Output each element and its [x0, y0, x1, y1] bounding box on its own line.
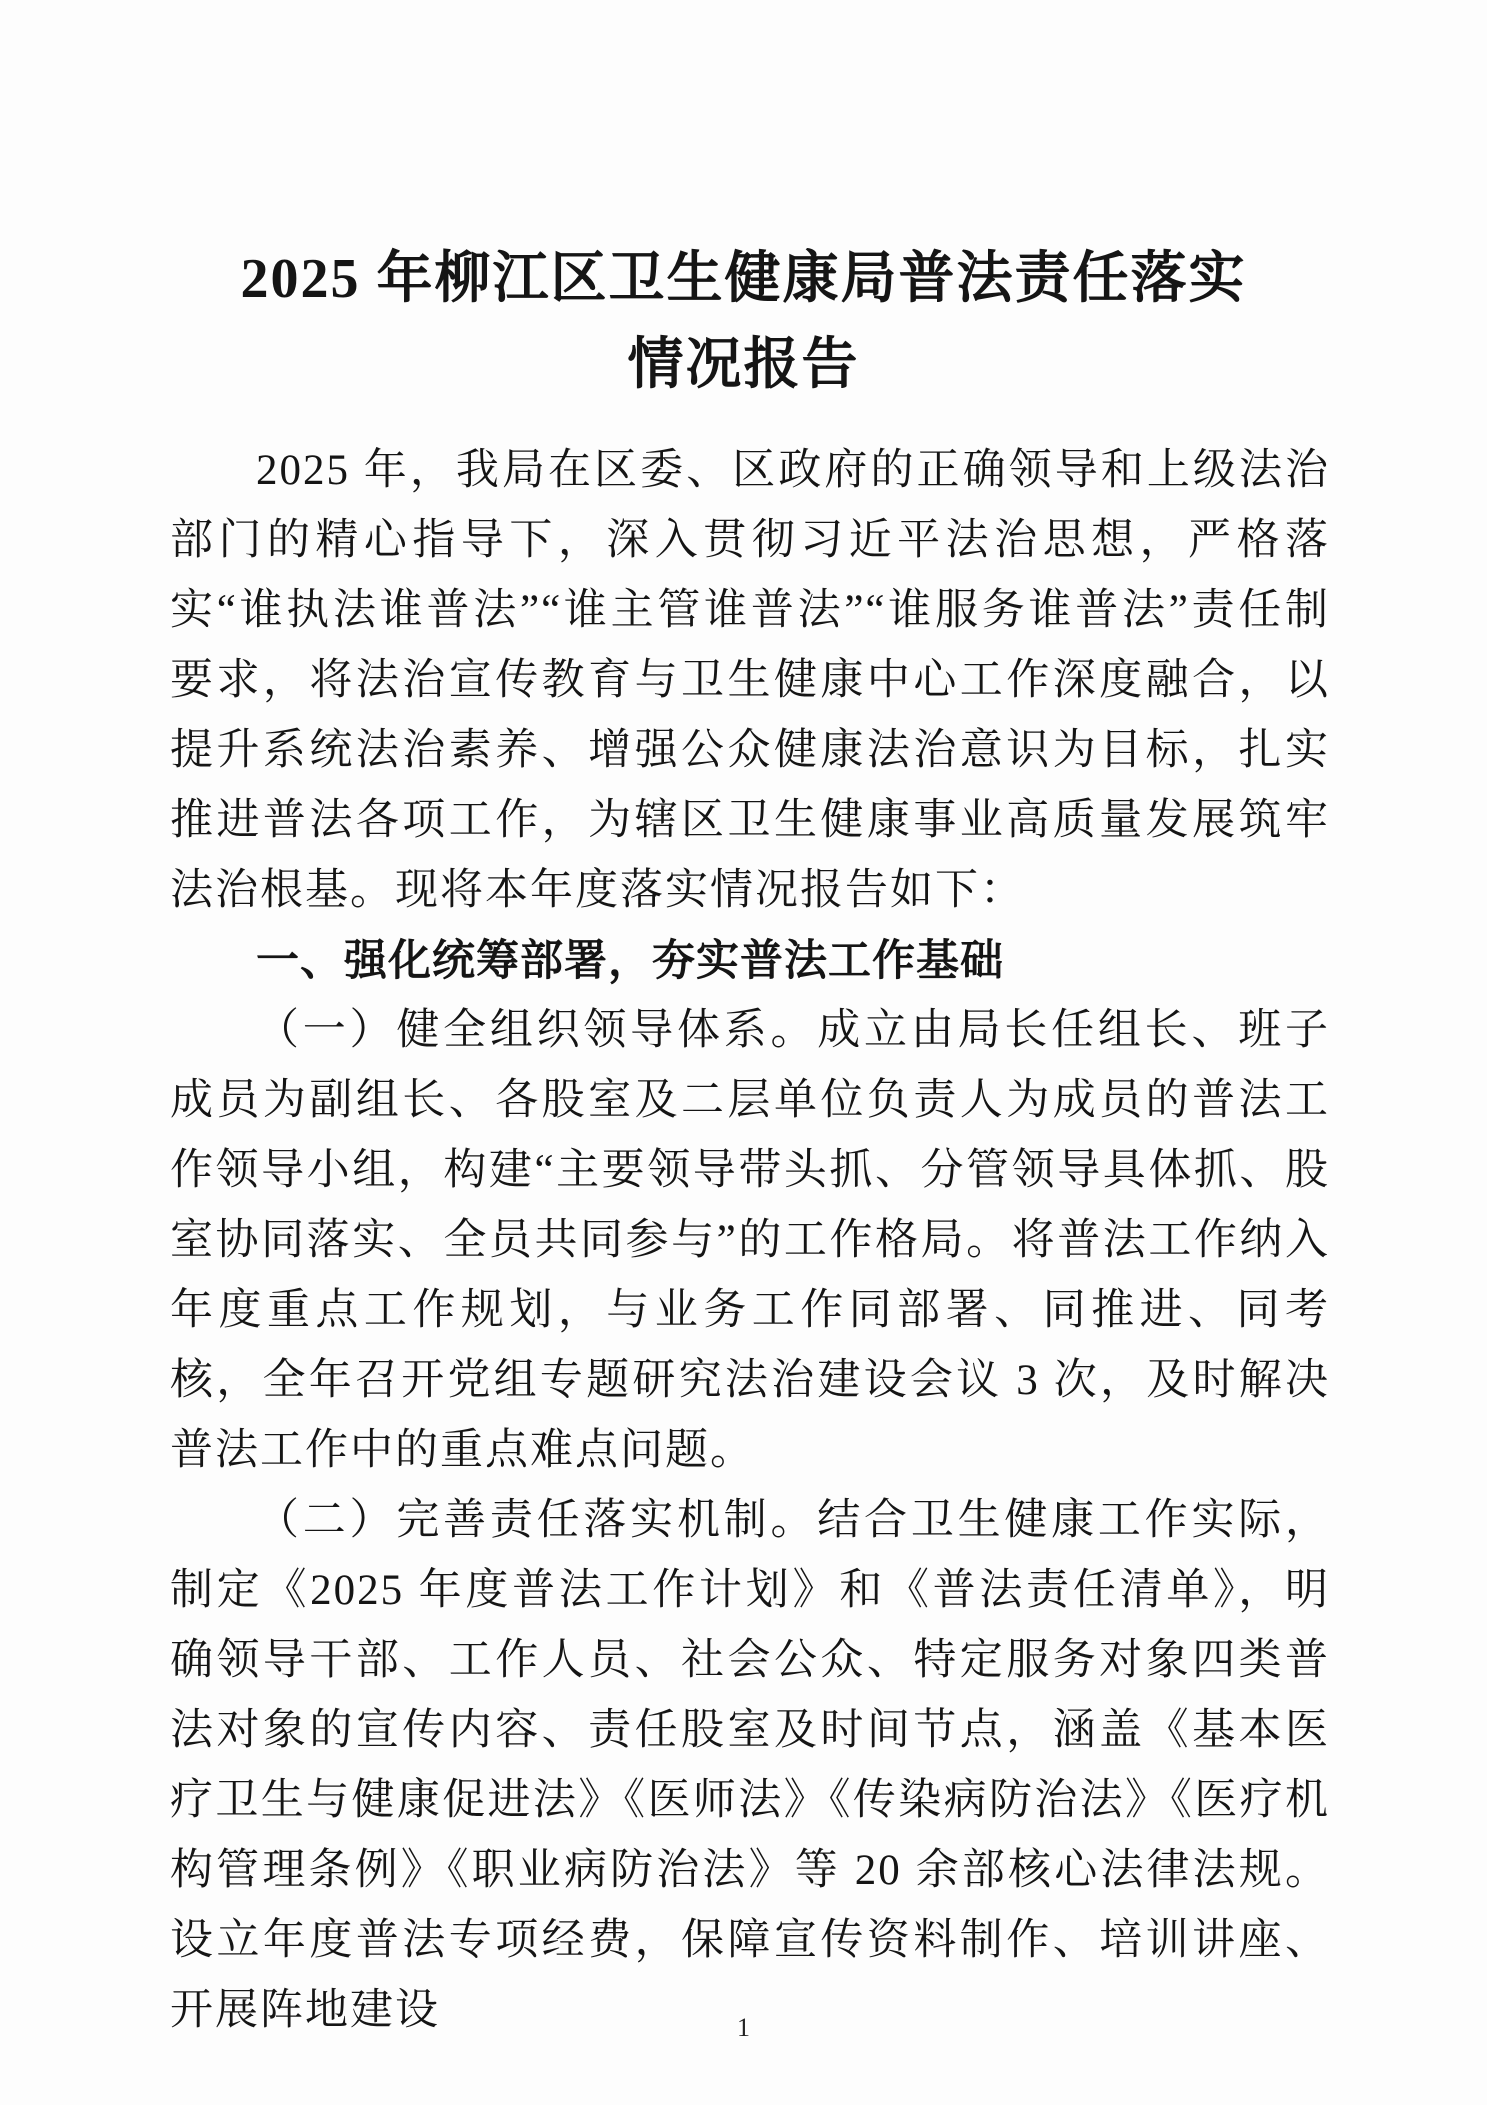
document-title-line2: 情况报告 [627, 334, 860, 396]
document-body [0, 436, 1487, 2046]
document-title [0, 0, 1487, 408]
page-number: 1 [737, 2013, 750, 2042]
body-paragraph: （一）健全组织领导体系。成立由局长任组长、班子成员为副组长、各股室及二层单位负责人为成员的普法工作领导小组，构建“主要领导带头抓、分管领导具体抓、股室协同落实、全员共同参与”的工作格局。将普法工作纳入年度重点工作规划，与业务工作同部署、同推进、同考核，全年召开党组专题研究法治建设会议 3 次，及时解决普法工作中的重点难点问题。 [170, 1007, 1330, 1474]
body-paragraph: 2025 年，我局在区委、区政府的正确领导和上级法治部门的精心指导下，深入贯彻习近平法治思想，严格落实“谁执法谁普法”“谁主管谁普法”“谁服务谁普法”责任制要求，将法治宣传教育与卫生健康中心工作深度融合，以提升系统法治素养、增强公众健康法治意识为目标，扎实推进普法各项工作，为辖区卫生健康事业高质量发展筑牢法治根基。现将本年度落实情况报告如下： [170, 447, 1330, 914]
section-heading: 一、强化统筹部署，夯实普法工作基础 [256, 937, 1004, 985]
document-title-line1: 2025 年柳江区卫生健康局普法责任落实 [240, 248, 1247, 310]
body-paragraph: （二）完善责任落实机制。结合卫生健康工作实际，制定《2025 年度普法工作计划》和《普法责任清单》，明确领导干部、工作人员、社会公众、特定服务对象四类普法对象的宣传内容、责任股室及时间节点，涵盖《基本医疗卫生与健康促进法》《医师法》《传染病防治法》《医疗机构管理条例》《职业病防治法》等 20 余部核心法律法规。设立年度普法专项经费，保障宣传资料制作、培训讲座、开展阵地建设 [170, 1497, 1330, 2034]
